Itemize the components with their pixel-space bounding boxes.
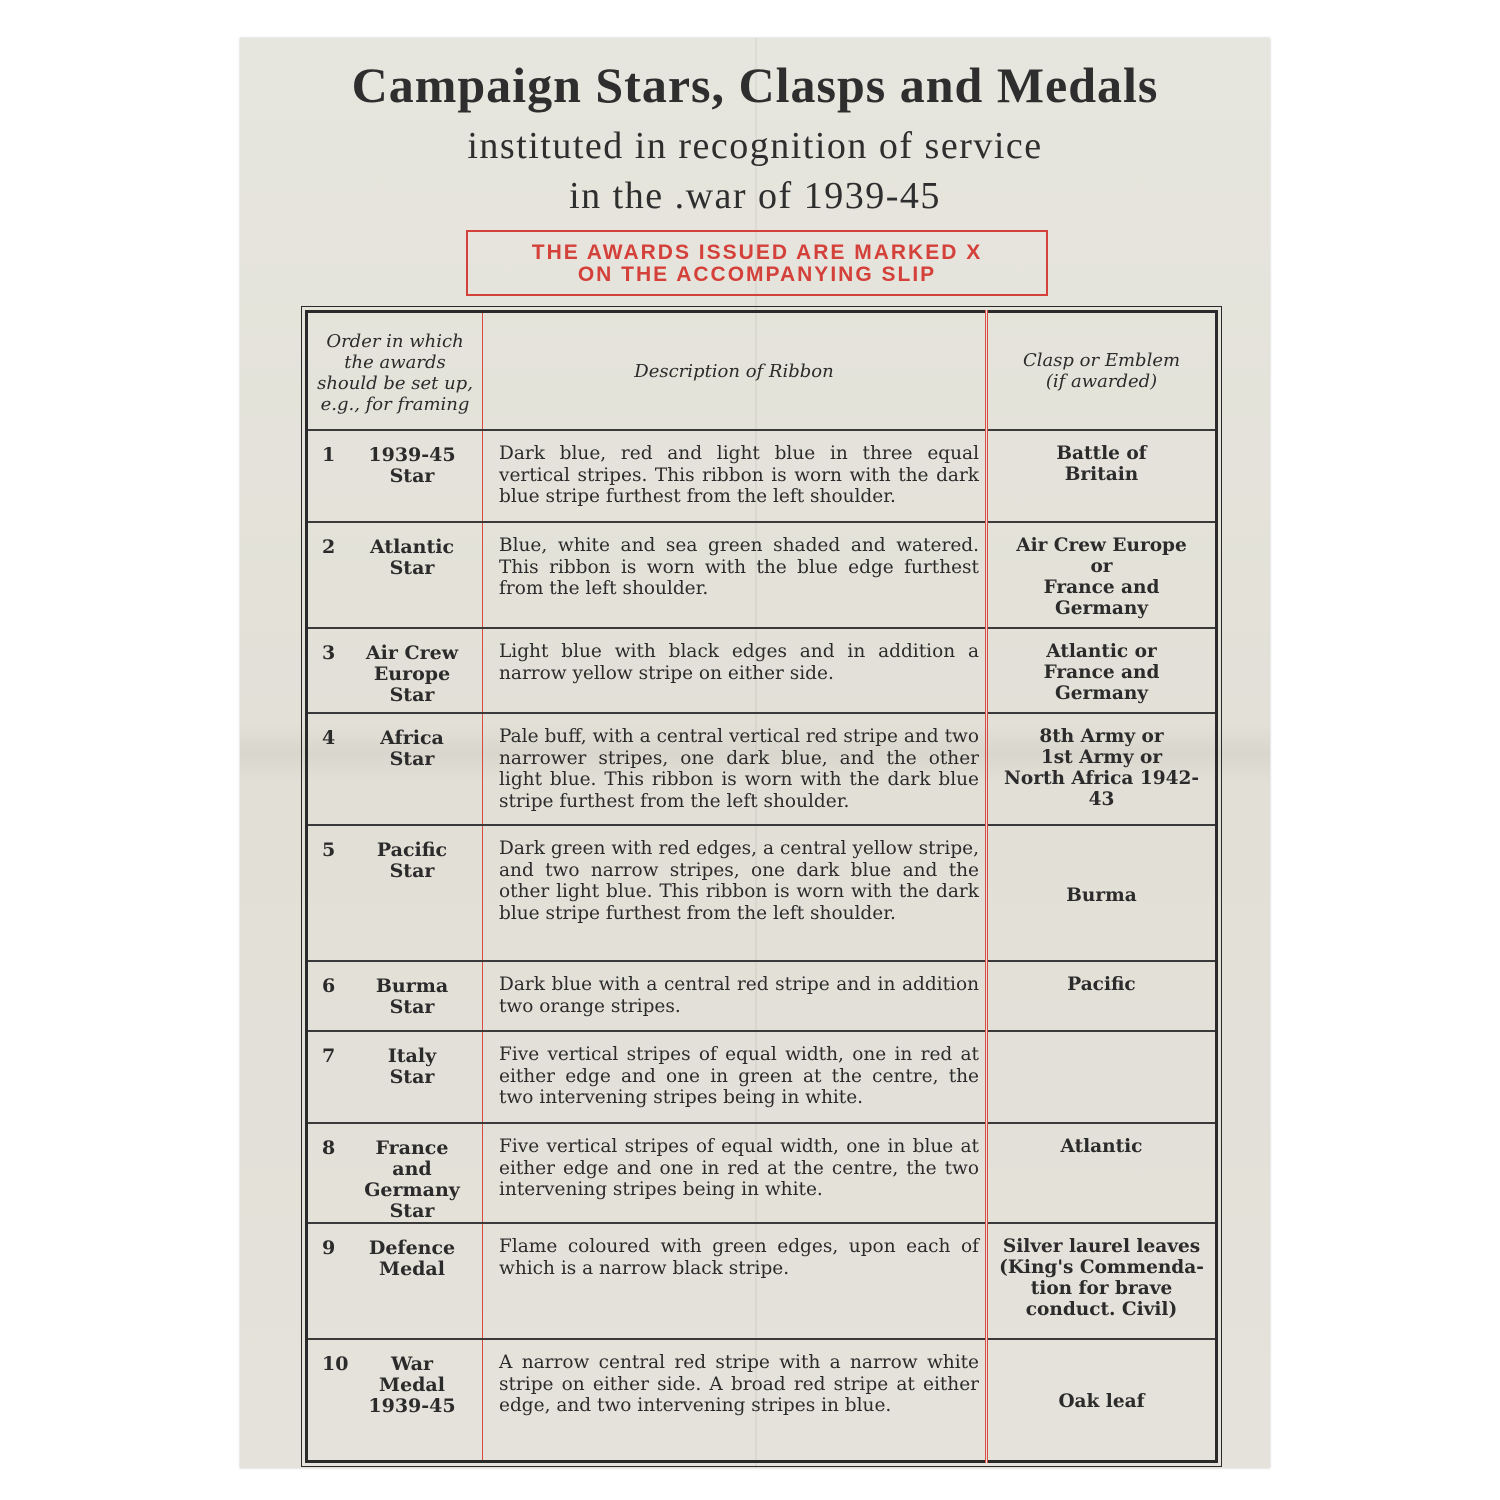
document-subtitle-line2: in the .war of 1939-45	[569, 175, 941, 217]
clasp-emblem: Pacific	[987, 961, 1217, 1031]
awards-notice-box	[466, 230, 1048, 296]
ribbon-description: Blue, white and sea green shaded and watered. This ribbon is worn with the blue edge furthest from the left shoulder.	[483, 522, 987, 628]
ribbon-description: Dark blue, red and light blue in three equal vertical stripes. This ribbon is worn with the dark blue stripe furthest from the left shoulder.	[483, 430, 987, 522]
ribbon-description: Flame coloured with green edges, upon each of which is a narrow black stripe.	[483, 1223, 987, 1339]
order-cell	[307, 522, 483, 628]
order-cell-content	[308, 826, 482, 882]
order-cell-content	[308, 1124, 482, 1222]
order-cell	[307, 430, 483, 522]
order-cell	[307, 713, 483, 825]
award-number: 8	[322, 1137, 336, 1159]
header-clasp	[987, 312, 1217, 431]
order-cell-content	[308, 1032, 482, 1088]
order-cell	[307, 1339, 483, 1461]
award-name: Burma Star	[375, 975, 449, 1018]
clasp-emblem: Air Crew Europe or France and Germany	[987, 522, 1217, 628]
award-number: 5	[322, 839, 336, 861]
order-cell	[307, 825, 483, 961]
ribbon-description: Five vertical stripes of equal width, one in blue at either edge and one in red at the centre, the two intervening stripes being in white.	[483, 1123, 987, 1223]
award-name: War Medal 1939-45	[368, 1353, 456, 1417]
order-cell	[307, 1031, 483, 1123]
award-number: 3	[322, 642, 336, 664]
clasp-emblem	[987, 1031, 1217, 1123]
clasp-emblem: Burma	[987, 825, 1217, 961]
award-name: Africa Star	[380, 727, 444, 770]
clasp-emblem: Atlantic	[987, 1123, 1217, 1223]
table-row	[307, 1123, 1217, 1223]
notice-line1: THE AWARDS ISSUED ARE MARKED X	[531, 241, 983, 264]
order-cell-content	[308, 1340, 482, 1417]
table-row	[307, 825, 1217, 961]
ribbon-description: Five vertical stripes of equal width, one in red at either edge and one in green at the centre, the two intervening stripes being in white.	[483, 1031, 987, 1123]
clasp-emblem: 8th Army or 1st Army or North Africa 1942-43	[987, 713, 1217, 825]
clasp-emblem: Atlantic or France and Germany	[987, 628, 1217, 713]
header-order: Order in which the awards should be set up, e.g., for framing	[307, 312, 483, 431]
clasp-emblem: Battle of Britain	[987, 430, 1217, 522]
award-number: 2	[322, 536, 336, 558]
award-number: 1	[322, 444, 336, 466]
award-number: 6	[322, 975, 336, 997]
table-row	[307, 628, 1217, 713]
order-cell-content	[308, 523, 482, 579]
order-cell	[307, 961, 483, 1031]
header-clasp-line2: (if awarded)	[1045, 371, 1158, 392]
ribbon-description: Dark green with red edges, a central yellow stripe, and two narrow stripes, one dark blue and the other light blue. This ribbon is worn with the dark blue stripe furthest from the left shoulder.	[483, 825, 987, 961]
table-row	[307, 430, 1217, 522]
clasp-emblem: Oak leaf	[987, 1339, 1217, 1461]
table-row	[307, 522, 1217, 628]
awards-table	[305, 310, 1218, 1463]
award-number: 4	[322, 727, 336, 749]
order-cell	[307, 628, 483, 713]
order-cell-content	[308, 962, 482, 1018]
award-name: France and Germany Star	[364, 1137, 460, 1222]
ribbon-description: A narrow central red stripe with a narrow white stripe on either side. A broad red stripe at either edge, and two intervening stripes in blue.	[483, 1339, 987, 1461]
award-name: Pacific Star	[376, 839, 448, 882]
document-sheet	[240, 38, 1270, 1468]
order-cell-content	[308, 629, 482, 706]
table-row	[307, 1339, 1217, 1461]
ribbon-description: Pale buff, with a central vertical red stripe and two narrower stripes, one dark blue, and the other light blue. This ribbon is worn with the dark blue stripe furthest from the left shoulder.	[483, 713, 987, 825]
clasp-emblem: Silver laurel leaves (King's Commenda- tion for brave conduct. Civil)	[987, 1223, 1217, 1339]
table-header-row	[307, 312, 1217, 431]
order-cell-content	[308, 714, 482, 770]
order-cell-content	[308, 431, 482, 487]
table-row	[307, 1031, 1217, 1123]
document-title: Campaign Stars, Clasps and Medals	[351, 57, 1159, 113]
order-cell	[307, 1123, 483, 1223]
header-description: Description of Ribbon	[483, 312, 987, 431]
award-number: 9	[322, 1237, 336, 1259]
award-name: Italy Star	[387, 1045, 437, 1088]
award-number: 10	[322, 1353, 349, 1375]
order-cell-content	[308, 1224, 482, 1280]
notice-line2: ON THE ACCOMPANYING SLIP	[577, 263, 937, 286]
ribbon-description: Dark blue with a central red stripe and in addition two orange stripes.	[483, 961, 987, 1031]
award-name: 1939-45 Star	[368, 444, 456, 487]
table-row	[307, 713, 1217, 825]
order-cell	[307, 1223, 483, 1339]
table-row	[307, 1223, 1217, 1339]
award-number: 7	[322, 1045, 336, 1067]
document-subtitle-line1: instituted in recognition of service	[467, 125, 1043, 167]
header-clasp-line1: Clasp or Emblem	[1022, 350, 1181, 371]
award-name: Air Crew Europe Star	[365, 642, 459, 706]
award-name: Defence Medal	[368, 1237, 456, 1280]
award-name: Atlantic Star	[369, 536, 455, 579]
ribbon-description: Light blue with black edges and in addition a narrow yellow stripe on either side.	[483, 628, 987, 713]
table-row	[307, 961, 1217, 1031]
